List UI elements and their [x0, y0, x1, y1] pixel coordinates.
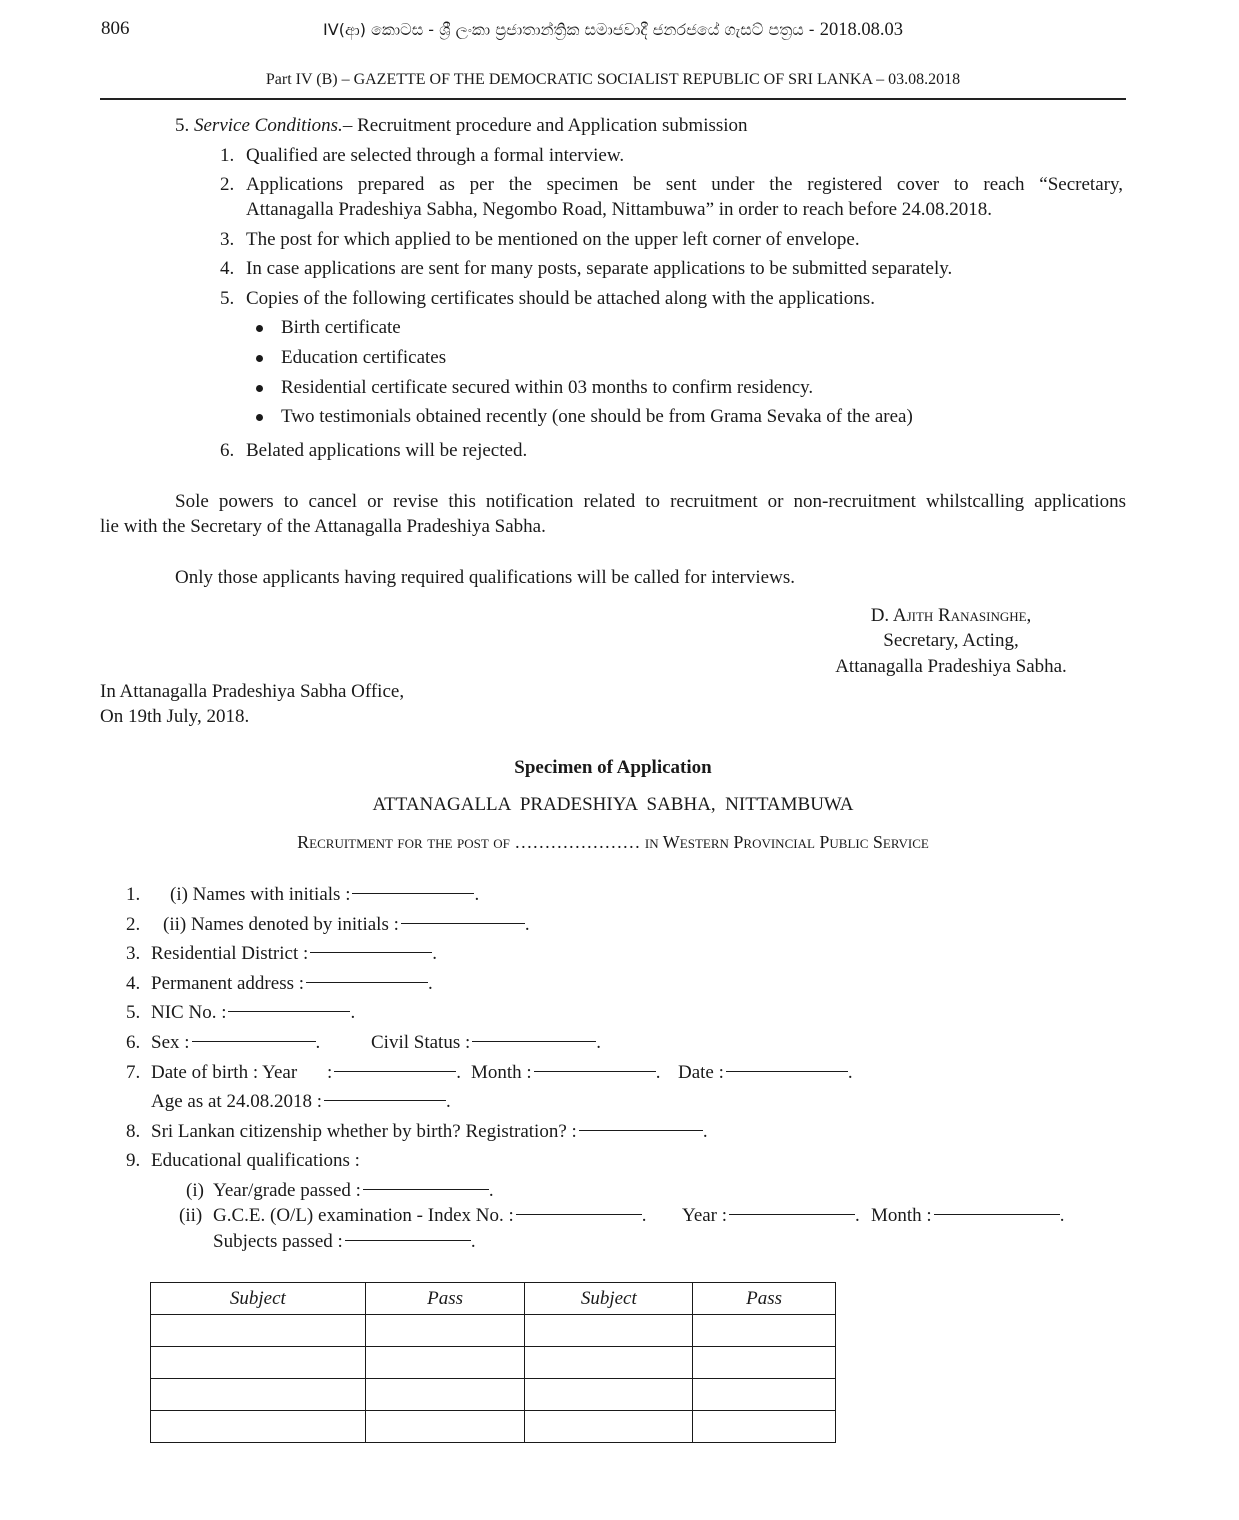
certificate-item: Education certificates [281, 347, 447, 368]
blank-line[interactable] [934, 1214, 1060, 1215]
table-header-row [151, 1283, 836, 1315]
field-number: 7. [126, 1062, 141, 1083]
table-cell[interactable] [151, 1315, 366, 1347]
field-sex [151, 1032, 320, 1054]
item-number: 6. [220, 440, 235, 461]
condition-item: Qualified are selected through a formal interview. [246, 145, 625, 166]
period: . [474, 884, 480, 905]
page-number: 806 [101, 18, 130, 39]
powers-paragraph: Sole powers to cancel or revise this notification related to recruitment or non-recruitment whilstcalling applications [175, 491, 1126, 512]
period: . [315, 1032, 321, 1053]
blank-line[interactable] [192, 1041, 316, 1042]
blank-line[interactable] [345, 1240, 471, 1241]
table-cell[interactable] [693, 1411, 836, 1443]
gazette-header-english: Part IV (B) – GAZETTE OF THE DEMOCRATIC SOCIALIST REPUBLIC OF SRI LANKA – 03.08.2018 [265, 71, 961, 88]
period: . [456, 1062, 462, 1083]
blank-line[interactable] [401, 923, 525, 924]
table-cell[interactable] [365, 1411, 525, 1443]
issue-date: On 19th July, 2018. [100, 706, 250, 727]
blank-line[interactable] [516, 1214, 642, 1215]
field-number: 6. [126, 1032, 141, 1053]
period: . [488, 1180, 494, 1201]
certificate-item: Two testimonials obtained recently (one should be from Grama Sevaka of the area) [281, 406, 913, 427]
period: . [855, 1205, 860, 1226]
period: . [445, 1091, 451, 1112]
condition-item: Copies of the following certificates should be attached along with the applications. [246, 288, 875, 309]
blank-line[interactable] [306, 982, 428, 983]
field-label: Permanent address : [151, 973, 305, 994]
table-cell[interactable] [525, 1347, 693, 1379]
signatory-office: Attanagalla Pradeshiya Sabha. [835, 656, 1067, 677]
field-label: NIC No. : [151, 1002, 227, 1023]
field-ol-month [871, 1205, 1064, 1227]
blank-line[interactable] [324, 1100, 446, 1101]
blank-line[interactable] [729, 1214, 855, 1215]
table-cell[interactable] [525, 1315, 693, 1347]
field-permanent-address [151, 973, 433, 995]
table-row [151, 1379, 836, 1411]
field-civil-status [371, 1032, 601, 1054]
column-header: Pass [693, 1283, 836, 1315]
period: . [847, 1062, 853, 1083]
recruitment-line: Recruitment for the post of ………………… in Western Provincial Public Service [297, 832, 929, 852]
field-label: Date : [678, 1062, 724, 1083]
table-row [151, 1347, 836, 1379]
item-number: 3. [220, 229, 235, 250]
field-number: 8. [126, 1121, 141, 1142]
table-cell[interactable] [151, 1411, 366, 1443]
issue-place: In Attanagalla Pradeshiya Sabha Office, [100, 681, 405, 702]
bullet-icon [256, 385, 263, 392]
section-title: Service Conditions. [194, 115, 343, 136]
certificate-item: Birth certificate [281, 317, 401, 338]
bullet-icon [256, 325, 263, 332]
field-number: 9. [126, 1150, 141, 1171]
period: . [432, 943, 438, 964]
field-names-denoted [163, 914, 530, 936]
period: . [596, 1032, 601, 1053]
field-ol-index [213, 1205, 647, 1227]
field-year-grade [213, 1180, 494, 1202]
blank-line[interactable] [352, 893, 474, 894]
field-label: G.C.E. (O/L) examination - Index No. : [213, 1205, 514, 1226]
column-header: Pass [365, 1283, 525, 1315]
header-rule [100, 98, 1126, 100]
field-dob-month [471, 1062, 660, 1084]
field-residential-district [151, 943, 437, 965]
field-label: Sri Lankan citizenship whether by birth? Registration? : [151, 1121, 577, 1142]
period: . [1059, 1205, 1065, 1226]
blank-line[interactable] [579, 1130, 703, 1131]
specimen-heading: Specimen of Application [514, 757, 712, 778]
table-cell[interactable] [693, 1315, 836, 1347]
certificate-item: Residential certificate secured within 03 months to confirm residency. [281, 377, 814, 398]
powers-paragraph-continued: lie with the Secretary of the Attanagalla Pradeshiya Sabha. [100, 516, 546, 537]
period: . [470, 1231, 476, 1252]
field-label: : [327, 1062, 333, 1083]
field-number: 3. [126, 943, 141, 964]
condition-item-continued: Attanagalla Pradeshiya Sabha, Negombo Road, Nittambuwa” in order to reach before 24.08.2018. [246, 199, 993, 220]
field-dob-date [678, 1062, 853, 1084]
column-header: Subject [151, 1283, 366, 1315]
table-cell[interactable] [365, 1315, 525, 1347]
period: . [641, 1205, 647, 1226]
organization-name: ATTANAGALLA PRADESHIYA SABHA, NITTAMBUWA [372, 794, 854, 815]
field-label: Civil Status : [371, 1032, 471, 1053]
item-number: 2. [220, 174, 235, 195]
field-names-with-initials [170, 884, 479, 906]
field-label: Month : [471, 1062, 532, 1083]
field-label: (i) Names with initials : [170, 884, 351, 905]
blank-line[interactable] [534, 1071, 656, 1072]
field-nic [151, 1002, 355, 1024]
blank-line[interactable] [334, 1071, 456, 1072]
condition-item: Applications prepared as per the specimen be sent under the registered cover to reach “Secretary, [246, 174, 1123, 195]
field-number: 5. [126, 1002, 141, 1023]
service-conditions-heading [175, 115, 748, 137]
field-label: (ii) Names denoted by initials : [163, 914, 399, 935]
section-number: 5. [175, 115, 190, 136]
gazette-header-sinhala [100, 20, 1126, 41]
signatory-name: D. Ajith Ranasinghe, [870, 605, 1032, 626]
field-label: Residential District : [151, 943, 309, 964]
subjects-table [150, 1282, 836, 1443]
item-number: 4. [220, 258, 235, 279]
field-label: Year/grade passed : [213, 1180, 361, 1201]
field-ol-year [682, 1205, 860, 1227]
blank-line[interactable] [228, 1011, 350, 1012]
field-number: 4. [126, 973, 141, 994]
condition-item: The post for which applied to be mentioned on the upper left corner of envelope. [246, 229, 860, 250]
blank-line[interactable] [472, 1041, 596, 1042]
item-number: 5. [220, 288, 235, 309]
field-label: Year : [682, 1205, 728, 1226]
table-row [151, 1411, 836, 1443]
table-cell[interactable] [365, 1347, 525, 1379]
bullet-icon [256, 355, 263, 362]
table-cell[interactable] [151, 1347, 366, 1379]
field-number: 2. [126, 914, 141, 935]
table-cell[interactable] [151, 1379, 366, 1411]
section-title-suffix: – Recruitment procedure and Application submission [342, 115, 748, 136]
item-number: 1. [220, 145, 235, 166]
blank-line[interactable] [726, 1071, 848, 1072]
field-subjects-passed [213, 1231, 476, 1253]
table-cell[interactable] [525, 1411, 693, 1443]
field-education-label: Educational qualifications : [151, 1150, 360, 1171]
period: . [350, 1002, 356, 1023]
bullet-icon [256, 414, 263, 421]
period: . [702, 1121, 708, 1142]
field-number: 1. [126, 884, 141, 905]
table-cell[interactable] [525, 1379, 693, 1411]
signatory-title: Secretary, Acting, [883, 630, 1019, 651]
field-label: Month : [871, 1205, 932, 1226]
condition-item: In case applications are sent for many posts, separate applications to be submitted separately. [246, 258, 953, 279]
blank-line[interactable] [310, 952, 432, 953]
blank-line[interactable] [363, 1189, 489, 1190]
sinhala-date: 2018.08.03 [819, 20, 903, 40]
field-citizenship [151, 1121, 708, 1143]
period: . [655, 1062, 661, 1083]
table-row [151, 1315, 836, 1347]
field-number: (i) [186, 1180, 204, 1201]
field-dob-label: Date of birth : Year [151, 1062, 298, 1083]
sinhala-title: IV(ආ) කොටස - ශ්‍රී ලංකා ප්‍රජාතාන්ත්‍රික සමාජවාදී ජනරජයේ ගැසට් පත්‍රය - [323, 20, 815, 39]
period: . [524, 914, 530, 935]
column-header: Subject [525, 1283, 693, 1315]
field-dob-year [327, 1062, 461, 1084]
condition-item: Belated applications will be rejected. [246, 440, 528, 461]
period: . [428, 973, 433, 994]
field-label: Subjects passed : [213, 1231, 343, 1252]
table-cell[interactable] [693, 1347, 836, 1379]
field-label: Sex : [151, 1032, 190, 1053]
field-label: Age as at 24.08.2018 : [151, 1091, 322, 1112]
field-number: (ii) [179, 1205, 203, 1226]
interviews-paragraph: Only those applicants having required qualifications will be called for interviews. [175, 567, 795, 588]
field-age [151, 1091, 451, 1113]
table-cell[interactable] [365, 1379, 525, 1411]
table-cell[interactable] [693, 1379, 836, 1411]
